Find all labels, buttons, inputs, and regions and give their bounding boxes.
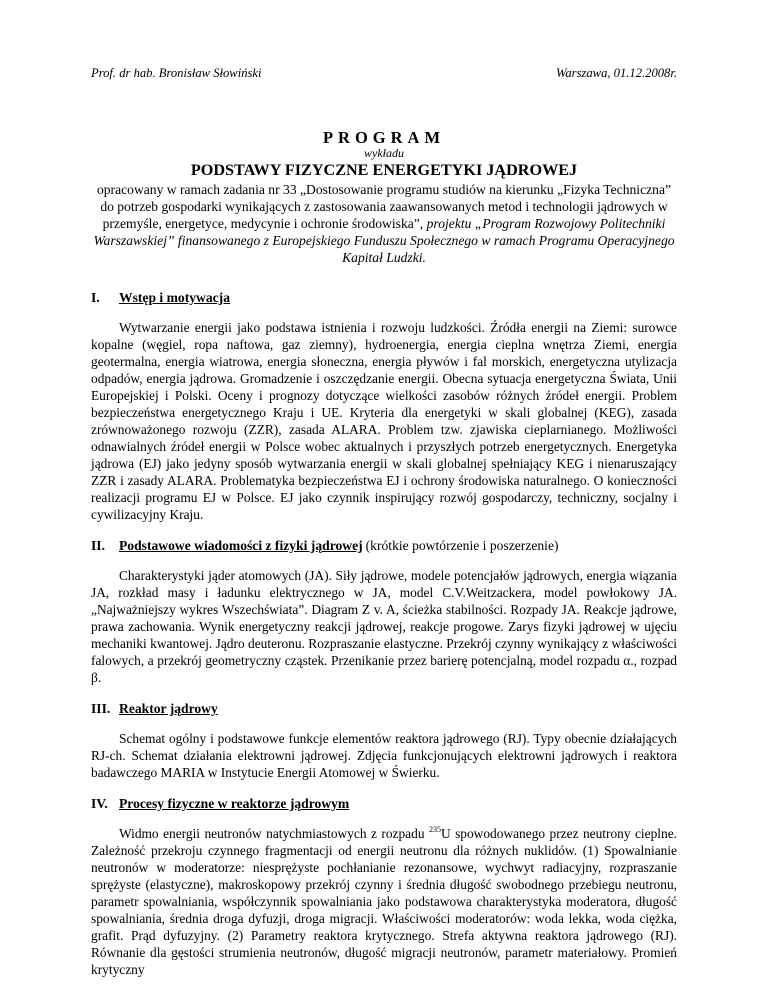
title-block [91, 128, 677, 266]
body-text-rest: U spowodowanego przez neutrony cieplne. Zależność przekroju czynnego fragmentacji od energii neutronu dla różnych nuklidów. (1) Spowalnianie neutronów w moderatorze: niesprężyste pochłanianie rezonansowe, wychwyt radiacyjny, rozpraszanie sprężyste (elastyczne), makroskopowy przekrój czynny i średnia długość swobodnego przebiegu neutronu, parametr spowalniania, współczynnik spowalniania jako podstawowa charakterystyka moderatora, długość spowalniania, średnia droga dyfuzji, droga migracji. Właściwości moderatorów: woda lekka, woda ciężka, grafit. Prąd dyfuzyjny. (2) Parametry reaktora krytycznego. Strefa aktywna reaktora jądrowego (RJ). Równanie dla gęstości strumienia neutronów, długość migracji neutronów, parametr materiałowy. Promień krytyczny [91, 826, 677, 977]
sections [91, 289, 677, 992]
section-heading [91, 700, 677, 717]
section-title: Procesy fizyczne w reaktorze jądrowym [119, 796, 350, 811]
section-title: Podstawowe wiadomości z fizyki jądrowej [119, 538, 363, 553]
section-heading [91, 537, 677, 554]
body-text-start: Widmo energii neutronów natychmiastowych z rozpadu [119, 826, 429, 841]
isotope-mass-number: 235 [428, 825, 441, 834]
section-number: III. [91, 701, 111, 716]
place-date: Warszawa, 01.12.2008r. [556, 66, 677, 80]
section-heading [91, 795, 677, 812]
section-body: Schemat ogólny i podstawowe funkcje elementów reaktora jądrowego (RJ). Typy obecnie działających RJ-ch. Schemat działania elektrowni jądrowej. Zdjęcia funkcjonujących elektrowni jądrowych i reaktora badawczego MARIA w Instytucie Energii Atomowej w Świerku. [91, 731, 677, 780]
section-title-note: (krótkie powtórzenie i poszerzenie) [365, 538, 559, 553]
section-number: I. [91, 290, 100, 305]
section-body [91, 825, 677, 978]
course-title: PODSTAWY FIZYCZNE ENERGETYKI JĄDROWEJ [190, 161, 578, 179]
section-body: Charakterystyki jąder atomowych (JA). Siły jądrowe, modele potencjałów jądrowych, energia wiązania JA, rozkład masy i ładunku elektrycznego w JA, model C.V.Weitzackera, model powłokowy JA. „Najważniejszy wykres Wszechświata”. Diagram Z v. A, ścieżka stabilności. Rozpady JA. Reakcje jądrowe, prawa zachowania. Wynik energetyczny reakcji jądrowej, reakcje progowe. Zarys fizyki jądrowej w ujęciu mechaniki kwantowej. Jądro deuteronu. Rozpraszanie elastyczne. Przekrój czynny wynikający z właściwości falowych, a przekrój geometryczny cząstek. Przenikanie przez barierę potencjalną, model rozpadu α., rozpad β. [91, 568, 677, 685]
section-4 [91, 795, 677, 978]
section-title: Wstęp i motywacja [119, 290, 230, 305]
section-number: IV. [91, 796, 108, 811]
section-2 [91, 537, 677, 686]
section-title: Reaktor jądrowy [119, 701, 218, 716]
program-subtitle: wykładu [364, 146, 404, 160]
section-3 [91, 700, 677, 781]
program-heading: PROGRAM [322, 128, 446, 147]
section-number: II. [91, 538, 105, 553]
section-1 [91, 289, 677, 523]
description-project: projektu „Program Rozwojowy Politechniki Warszawskiej” finansowanego z Europejskiego Funduszu Społecznego w ramach Programu Operacyjnego Kapitał Ludzki. [93, 216, 675, 265]
author-name: Prof. dr hab. Bronisław Słowiński [91, 66, 262, 80]
description-text: opracowany w ramach zadania nr 33 „Dostosowanie programu studiów na kierunku „Fizyka Techniczna” do potrzeb gospodarki wynikających z zastosowania zaawansowanych metod i technologii jądrowych w przemyśle, energetyce, medycynie i ochronie środowiska”, [96, 182, 672, 231]
section-heading [91, 289, 677, 306]
course-description [91, 181, 677, 266]
section-body: Wytwarzanie energii jako podstawa istnienia i rozwoju ludzkości. Źródła energii na Ziemi: surowce kopalne (węgiel, ropa naftowa, gaz ziemny), hydroenergia, energia cieplna wnętrza Ziemi, energia geotermalna, energia wiatrowa, energia słoneczna, energia pływów i fal morskich, energetyczna utylizacja odpadów, energia jądrowa. Gromadzenie i oszczędzanie energii. Obecna sytuacja energetyczna Świata, Unii Europejskiej i Polski. Oceny i prognozy dotyczące wielkości zasobów różnych źródeł energii. Problem bezpieczeństwa energetycznego Kraju i UE. Kryteria dla energetyki w skali globalnej (KEG), zasada zrównoważonego rozwoju (ZZR), zasada ALARA. Problem tzw. zjawiska cieplarnianego. Możliwości odnawialnych źródeł energii w Polsce wobec aktualnych i przyszłych potrzeb energetycznych. Energetyka jądrowa (EJ) jako jedyny sposób wytwarzania energii w skali globalnej spełniający KEG i nienaruszający ZZR i zasady ALARA. Problematyka bezpieczeństwa EJ i ochrony środowiska naturalnego. O konieczności realizacji programu EJ w Polsce. EJ jako czynnik inspirujący rozwój gospodarczy, techniczny, socjalny i cywilizacyjny Kraju. [91, 320, 677, 522]
